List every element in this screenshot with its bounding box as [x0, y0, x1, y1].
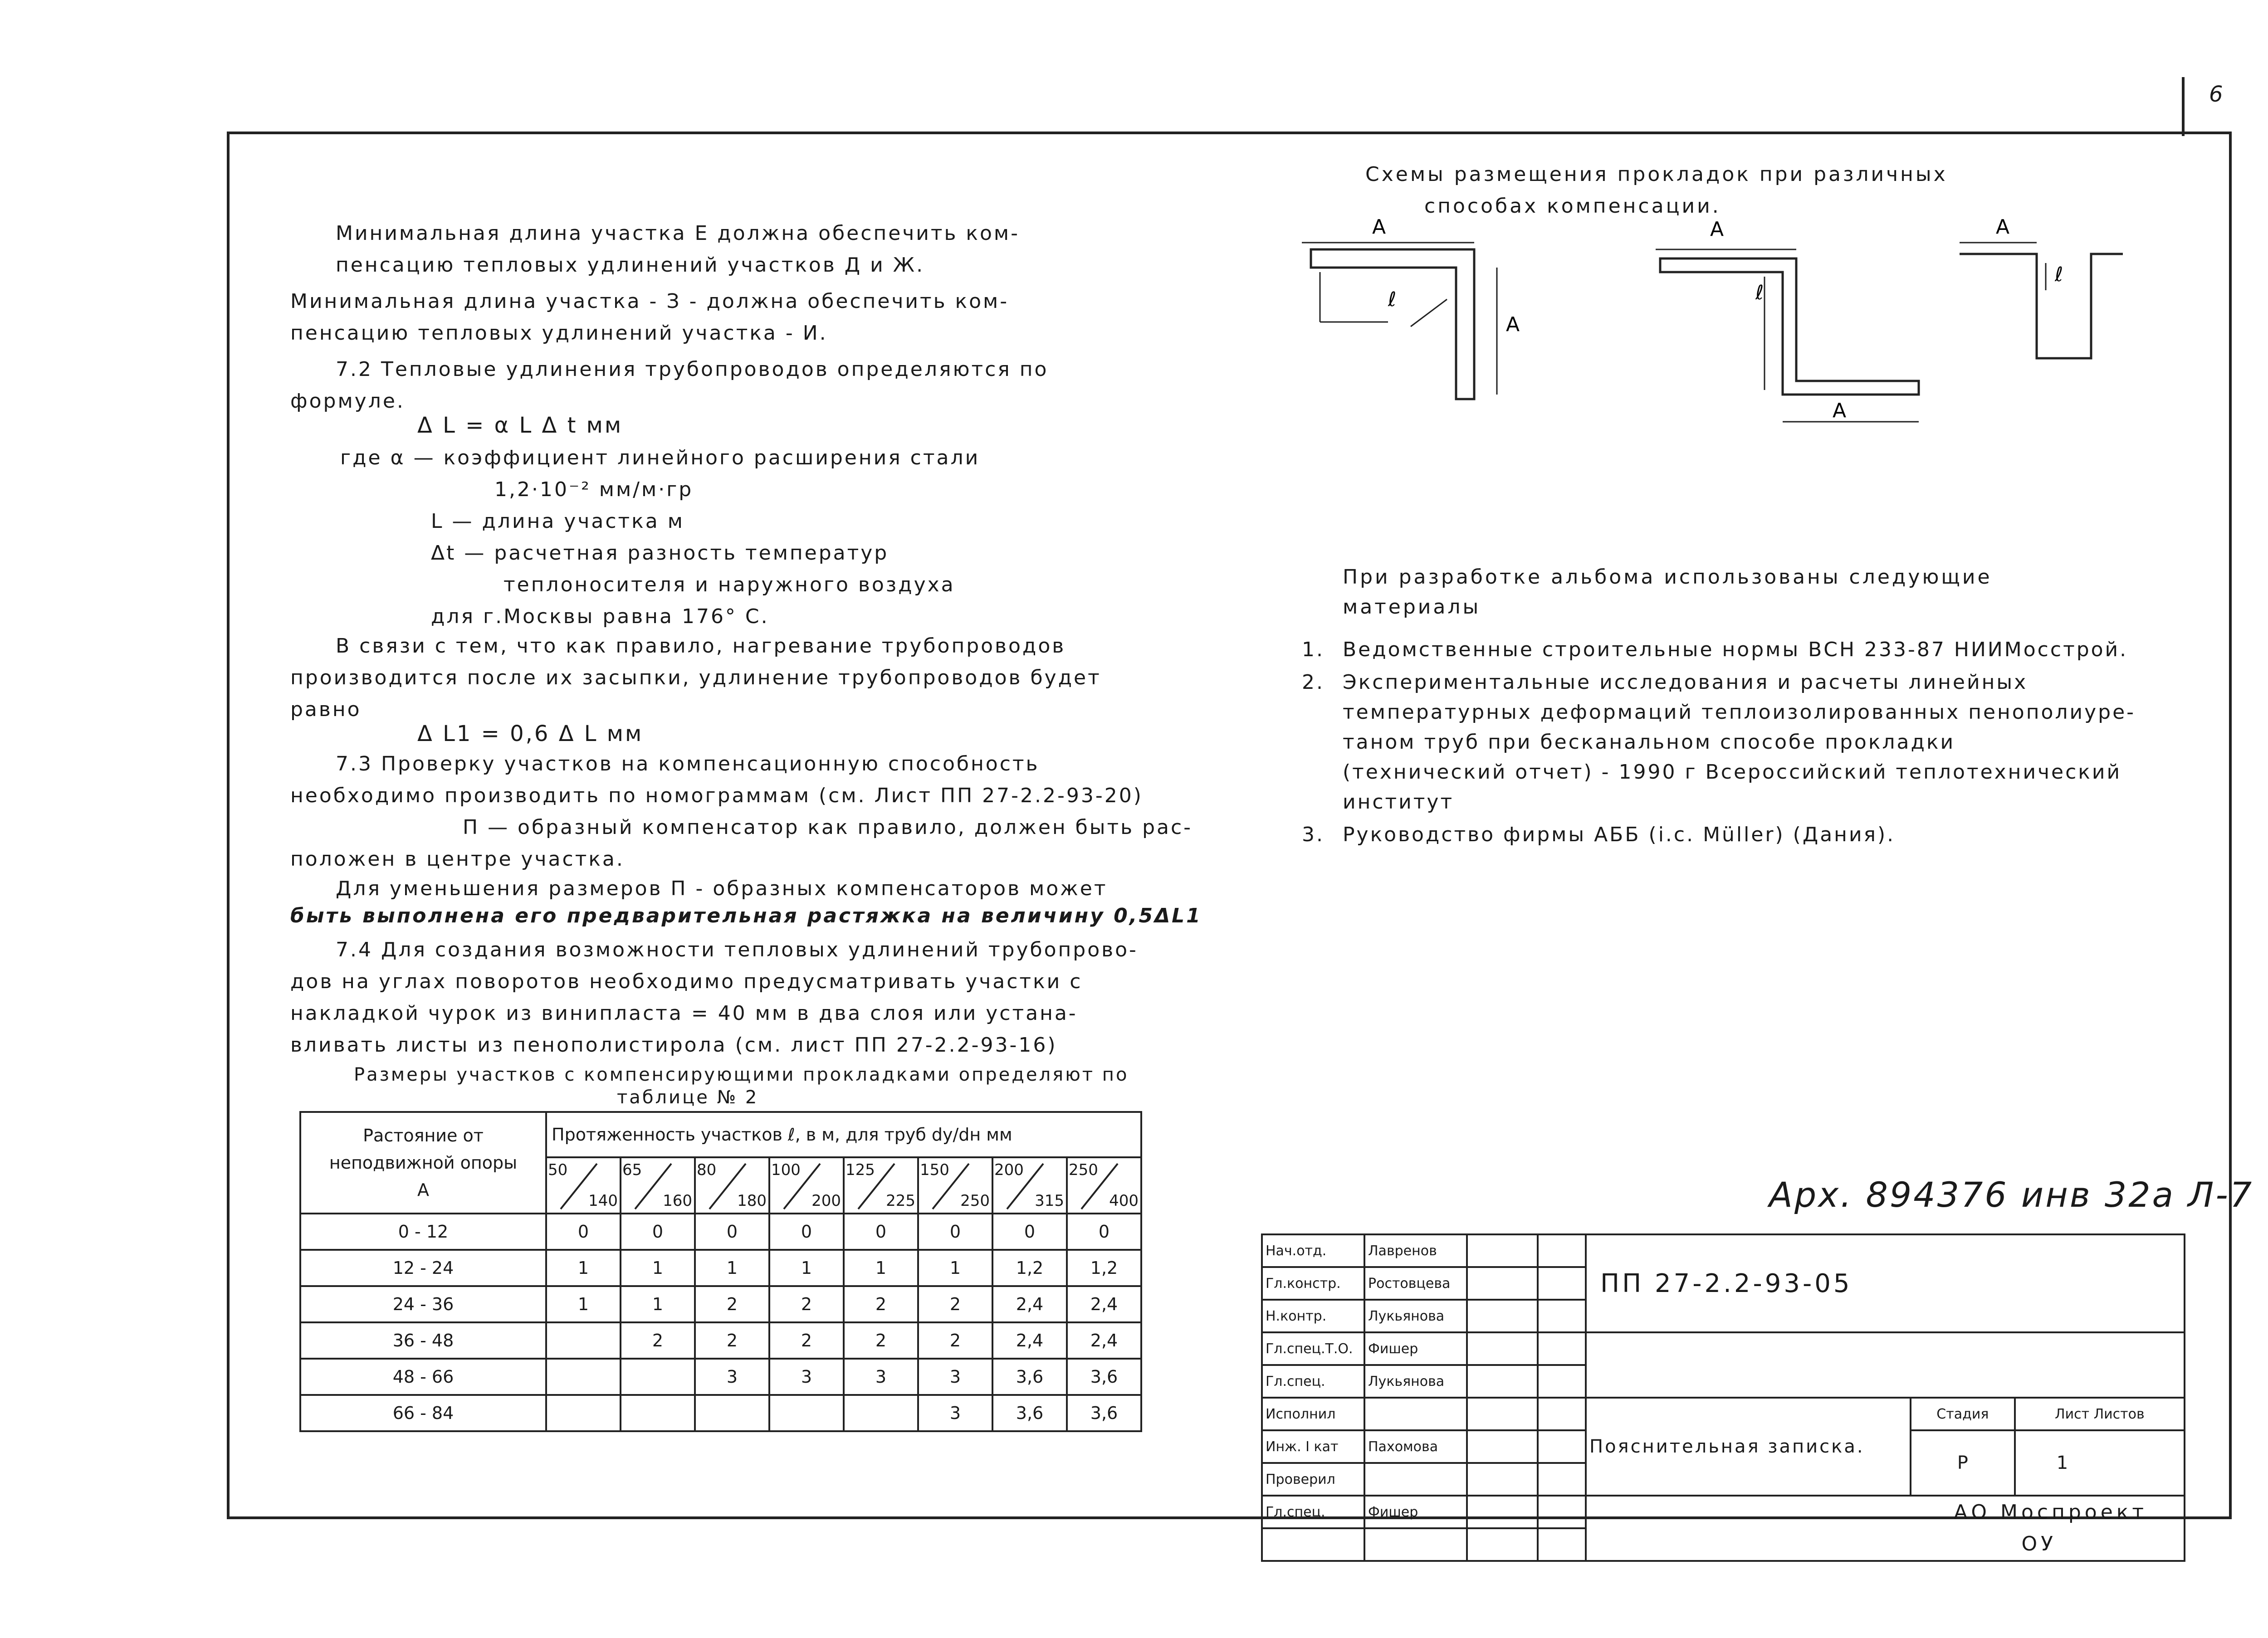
- length-cell: [546, 1322, 621, 1359]
- length-cell: [621, 1395, 695, 1431]
- length-cell: 2: [918, 1286, 992, 1322]
- length-cell: 1,2: [992, 1250, 1067, 1286]
- list-line: (технический отчет) - 1990 г Всероссийский теплотехнический: [1343, 760, 2122, 784]
- length-cell: 3: [769, 1359, 844, 1395]
- list-line: Руководство фирмы АББ (i.c. Müller) (Дания).: [1343, 823, 1896, 846]
- length-cell: 2,4: [1067, 1322, 1141, 1359]
- length-cell: 1: [918, 1250, 992, 1286]
- table-body: [300, 1214, 1141, 1431]
- distance-cell: 36 - 48: [300, 1322, 546, 1359]
- list-item: [1302, 668, 2136, 817]
- diameter-fraction: [696, 1159, 768, 1212]
- length-cell: [695, 1395, 769, 1431]
- distance-cell: 48 - 66: [300, 1359, 546, 1395]
- length-cell: 3: [918, 1395, 992, 1431]
- signature-cell: [1467, 1398, 1538, 1430]
- formula-legend: где α — коэффициент линейного расширения стали 1,2·10⁻² мм/м·гр L — длина участка м Δt — расчетная разность температур теплоносителя и наружного воздуха для г.Москвы равна 176° С.: [340, 446, 980, 628]
- diameter-fraction: [1068, 1159, 1140, 1212]
- scheme-z-shape: [1656, 249, 1919, 422]
- z-pipe: [1660, 258, 1919, 395]
- role-cell: [1262, 1528, 1364, 1561]
- paragraph-heating: В связи с тем, что как правило, нагревание трубопроводов производится после их засыпки, удлинение трубопроводов будет равно: [290, 634, 1101, 721]
- diameter-outer: 250: [960, 1192, 990, 1210]
- paragraph-7-2: 7.2 Тепловые удлинения трубопроводов определяются по формуле.: [290, 358, 1049, 413]
- diameter-fraction: [621, 1159, 694, 1212]
- length-cell: 1: [695, 1250, 769, 1286]
- diameter-outer: 180: [737, 1192, 767, 1210]
- signature-cell: [1467, 1496, 1538, 1528]
- title-block-row: [1262, 1332, 2185, 1365]
- length-cell: [844, 1395, 918, 1431]
- diameter-header-cell: [769, 1157, 844, 1214]
- length-cell: 3,6: [1067, 1359, 1141, 1395]
- title-block-row: [1262, 1398, 2185, 1430]
- diameter-outer: 140: [588, 1192, 618, 1210]
- length-cell: 0: [992, 1214, 1067, 1250]
- length-cell: 3,6: [992, 1359, 1067, 1395]
- diameter-nominal: 50: [548, 1161, 568, 1179]
- diameter-nominal: 100: [771, 1161, 801, 1179]
- label-l-1: ℓ: [1388, 288, 1397, 311]
- stage-value: Р: [1911, 1430, 2015, 1496]
- list-line: таном труб при бесканальном способе прокладки: [1343, 731, 1955, 754]
- label-a-2: А: [1506, 313, 1520, 336]
- distance-cell: 0 - 12: [300, 1214, 546, 1250]
- diameter-header-cell: [546, 1157, 621, 1214]
- paragraph-prestretch: быть выполнена его предварительная растяжка на величину 0,5ΔL1: [290, 904, 1202, 927]
- role-cell: Исполнил: [1262, 1398, 1364, 1430]
- list-item: [1302, 820, 1895, 850]
- length-cell: 3: [695, 1359, 769, 1395]
- diameter-fraction: [845, 1159, 917, 1212]
- length-cell: 2,4: [992, 1286, 1067, 1322]
- name-cell: [1364, 1463, 1467, 1496]
- role-cell: Проверил: [1262, 1463, 1364, 1496]
- length-cell: 1: [621, 1286, 695, 1322]
- header-length: Протяженность участков ℓ, в м, для труб dу/dн мм: [546, 1112, 1141, 1157]
- stage-label: Стадия: [1911, 1398, 2015, 1430]
- l-pipe: [1311, 249, 1474, 399]
- paragraph-min-length-z: Минимальная длина участка - З - должна обеспечить ком- пенсацию тепловых удлинений участка - И.: [290, 290, 1009, 345]
- length-cell: 0: [695, 1214, 769, 1250]
- name-cell: Ростовцева: [1364, 1267, 1467, 1300]
- length-cell: 1,2: [1067, 1250, 1141, 1286]
- distance-cell: 24 - 36: [300, 1286, 546, 1322]
- length-cell: 2: [695, 1286, 769, 1322]
- org-name: АО Моспроект: [1954, 1501, 2147, 1524]
- table-caption: Размеры участков с компенсирующими прокладками определяют по таблице № 2: [354, 1064, 1129, 1108]
- table-row: [300, 1250, 1141, 1286]
- table-row: [300, 1322, 1141, 1359]
- diameter-outer: 315: [1035, 1192, 1064, 1210]
- date-cell: [1538, 1365, 1586, 1398]
- org-dept: ОУ: [2021, 1532, 2057, 1555]
- length-cell: 3: [918, 1359, 992, 1395]
- list-line: Ведомственные строительные нормы ВСН 233-87 НИИМосстрой.: [1343, 638, 2128, 661]
- diameter-outer: 400: [1109, 1192, 1139, 1210]
- diameter-nominal: 250: [1069, 1161, 1098, 1179]
- page-corner-mark: [2182, 77, 2185, 136]
- role-cell: Гл.спец.: [1262, 1496, 1364, 1528]
- paragraph-7-3: 7.3 Проверку участков на компенсационную способность необходимо производить по номограммам (см. Лист ПП 27-2.2-93-20): [290, 752, 1143, 807]
- title-block-row: [1262, 1234, 2185, 1267]
- label-a-1: А: [1372, 215, 1386, 239]
- label-l-2: ℓ: [1755, 281, 1764, 304]
- date-cell: [1538, 1463, 1586, 1496]
- length-cell: 0: [546, 1214, 621, 1250]
- scheme-l-shape: [1302, 243, 1497, 399]
- diameter-fraction: [993, 1159, 1066, 1212]
- page-number: 6: [2209, 82, 2223, 107]
- length-cell: 2: [844, 1322, 918, 1359]
- length-cell: 3,6: [992, 1395, 1067, 1431]
- length-cell: 2,4: [1067, 1286, 1141, 1322]
- list-line: Экспериментальные исследования и расчеты линейных: [1343, 671, 2028, 694]
- table-row: [300, 1359, 1141, 1395]
- list-item: [1302, 635, 2128, 665]
- diameter-nominal: 200: [994, 1161, 1024, 1179]
- document-title: Пояснительная записка.: [1586, 1398, 1911, 1496]
- list-number: 2.: [1302, 671, 1325, 694]
- header-distance: Растояние от неподвижной опоры А: [300, 1112, 546, 1214]
- diameter-header-cell: [1067, 1157, 1141, 1214]
- diameter-header-cell: [621, 1157, 695, 1214]
- paragraph-7-4: 7.4 Для создания возможности тепловых удлинений трубопрово- дов на углах поворотов необходимо предусматривать участки с накладкой чурок из винипласта = 40 мм в два слоя или устана- вливать листы из пенополистирола (см. лист ПП 27-2.2-93-16): [290, 938, 1138, 1057]
- length-cell: 2: [769, 1322, 844, 1359]
- length-cell: 0: [1067, 1214, 1141, 1250]
- diameter-nominal: 80: [697, 1161, 717, 1179]
- compensation-schemes: [1284, 209, 2009, 444]
- list-text: [1343, 668, 2136, 817]
- document-code: ПП 27-2.2-93-05: [1586, 1234, 2185, 1332]
- label-a-3: А: [1710, 218, 1724, 241]
- role-cell: Гл.спец.: [1262, 1365, 1364, 1398]
- u-pipe: [1960, 254, 2123, 358]
- date-cell: [1538, 1398, 1586, 1430]
- paragraph-min-length-e: Минимальная длина участка Е должна обеспечить ком- пенсацию тепловых удлинений участков Д и Ж.: [336, 222, 1020, 277]
- archive-stamp: Арх. 894376 инв 32а Л-7: [1769, 1175, 2254, 1215]
- label-l-3: ℓ: [2055, 263, 2063, 286]
- name-cell: [1364, 1528, 1467, 1561]
- signature-cell: [1467, 1332, 1538, 1365]
- diameter-outer: 200: [811, 1192, 841, 1210]
- distance-cell: 12 - 24: [300, 1250, 546, 1286]
- table-row: [300, 1214, 1141, 1250]
- length-cell: 1: [546, 1250, 621, 1286]
- blank-field: [1586, 1332, 2185, 1398]
- name-cell: Лавренов: [1364, 1234, 1467, 1267]
- diameter-outer: 225: [886, 1192, 915, 1210]
- table-header-row: [300, 1112, 1141, 1157]
- sheet-label: Лист Листов: [2015, 1398, 2185, 1430]
- length-cell: [546, 1395, 621, 1431]
- length-cell: 1: [546, 1286, 621, 1322]
- list-line: температурных деформаций теплоизолированных пенополиуре-: [1343, 701, 2136, 724]
- dimensions-table: [299, 1111, 1142, 1432]
- list-text: [1343, 820, 1895, 850]
- diameter-nominal: 65: [622, 1161, 642, 1179]
- length-cell: 3: [844, 1359, 918, 1395]
- length-cell: 1: [769, 1250, 844, 1286]
- title-block-body: [1262, 1234, 2185, 1561]
- length-cell: 2: [918, 1322, 992, 1359]
- length-cell: 2: [769, 1286, 844, 1322]
- scheme-u-shape: [1950, 200, 2132, 372]
- role-cell: Инж. I кат: [1262, 1430, 1364, 1463]
- list-number: 3.: [1302, 823, 1325, 846]
- dim-line-diag: [1411, 299, 1447, 327]
- name-cell: [1364, 1398, 1467, 1430]
- signature-cell: [1467, 1528, 1538, 1561]
- signature-cell: [1467, 1365, 1538, 1398]
- schemes-title: Схемы размещения прокладок при различных способах компенсации.: [1365, 163, 1948, 218]
- date-cell: [1538, 1300, 1586, 1332]
- length-cell: 0: [918, 1214, 992, 1250]
- list-line: институт: [1343, 790, 1454, 814]
- name-cell: Фишер: [1364, 1332, 1467, 1365]
- diameter-header-cell: [918, 1157, 992, 1214]
- diameter-outer: 160: [663, 1192, 692, 1210]
- length-cell: [621, 1359, 695, 1395]
- paragraph-reduce-size: Для уменьшения размеров П - образных компенсаторов может: [336, 877, 1108, 900]
- length-cell: 0: [621, 1214, 695, 1250]
- length-cell: 2: [695, 1322, 769, 1359]
- table-row: [300, 1395, 1141, 1431]
- role-cell: Нач.отд.: [1262, 1234, 1364, 1267]
- list-text: [1343, 635, 2128, 665]
- role-cell: Гл.спец.Т.О.: [1262, 1332, 1364, 1365]
- diameter-header-cell: [695, 1157, 769, 1214]
- length-cell: 0: [844, 1214, 918, 1250]
- length-cell: [546, 1359, 621, 1395]
- diameter-header-cell: [992, 1157, 1067, 1214]
- length-cell: 0: [769, 1214, 844, 1250]
- label-a-5: А: [1996, 215, 2010, 239]
- label-a-4: А: [1833, 399, 1847, 422]
- signature-cell: [1467, 1234, 1538, 1267]
- diameter-nominal: 150: [920, 1161, 949, 1179]
- formula-delta-l: Δ L = α L Δ t мм: [417, 413, 623, 438]
- length-cell: 2,4: [992, 1322, 1067, 1359]
- role-cell: Н.контр.: [1262, 1300, 1364, 1332]
- formula-delta-l1: Δ L1 = 0,6 Δ L мм: [417, 721, 644, 746]
- diameter-fraction: [770, 1159, 843, 1212]
- date-cell: [1538, 1332, 1586, 1365]
- paragraph-u-compensator: П — образный компенсатор как правило, должен быть рас- положен в центре участка.: [290, 816, 1193, 871]
- date-cell: [1538, 1496, 1586, 1528]
- length-cell: 2: [844, 1286, 918, 1322]
- length-cell: 2: [621, 1322, 695, 1359]
- organization: [1586, 1496, 2185, 1561]
- distance-cell: 66 - 84: [300, 1395, 546, 1431]
- length-cell: 1: [844, 1250, 918, 1286]
- title-block-row: [1262, 1496, 2185, 1528]
- signature-cell: [1467, 1267, 1538, 1300]
- length-cell: [769, 1395, 844, 1431]
- signature-cell: [1467, 1430, 1538, 1463]
- name-cell: Пахомова: [1364, 1430, 1467, 1463]
- name-cell: Фишер: [1364, 1496, 1467, 1528]
- diameter-fraction: [547, 1159, 620, 1212]
- role-cell: Гл.констр.: [1262, 1267, 1364, 1300]
- name-cell: Лукьянова: [1364, 1365, 1467, 1398]
- list-number: 1.: [1302, 638, 1325, 661]
- date-cell: [1538, 1234, 1586, 1267]
- name-cell: Лукьянова: [1364, 1300, 1467, 1332]
- signature-cell: [1467, 1300, 1538, 1332]
- table-row: [300, 1286, 1141, 1322]
- sheet-value: 1: [2015, 1430, 2185, 1496]
- date-cell: [1538, 1528, 1586, 1561]
- signature-cell: [1467, 1463, 1538, 1496]
- materials-heading: При разработке альбома использованы следующие материалы: [1343, 566, 1992, 619]
- length-cell: 1: [621, 1250, 695, 1286]
- length-cell: 3,6: [1067, 1395, 1141, 1431]
- diameter-nominal: 125: [846, 1161, 875, 1179]
- date-cell: [1538, 1430, 1586, 1463]
- diameter-fraction: [919, 1159, 992, 1212]
- diameter-header-cell: [844, 1157, 918, 1214]
- title-block: [1261, 1233, 2185, 1562]
- date-cell: [1538, 1267, 1586, 1300]
